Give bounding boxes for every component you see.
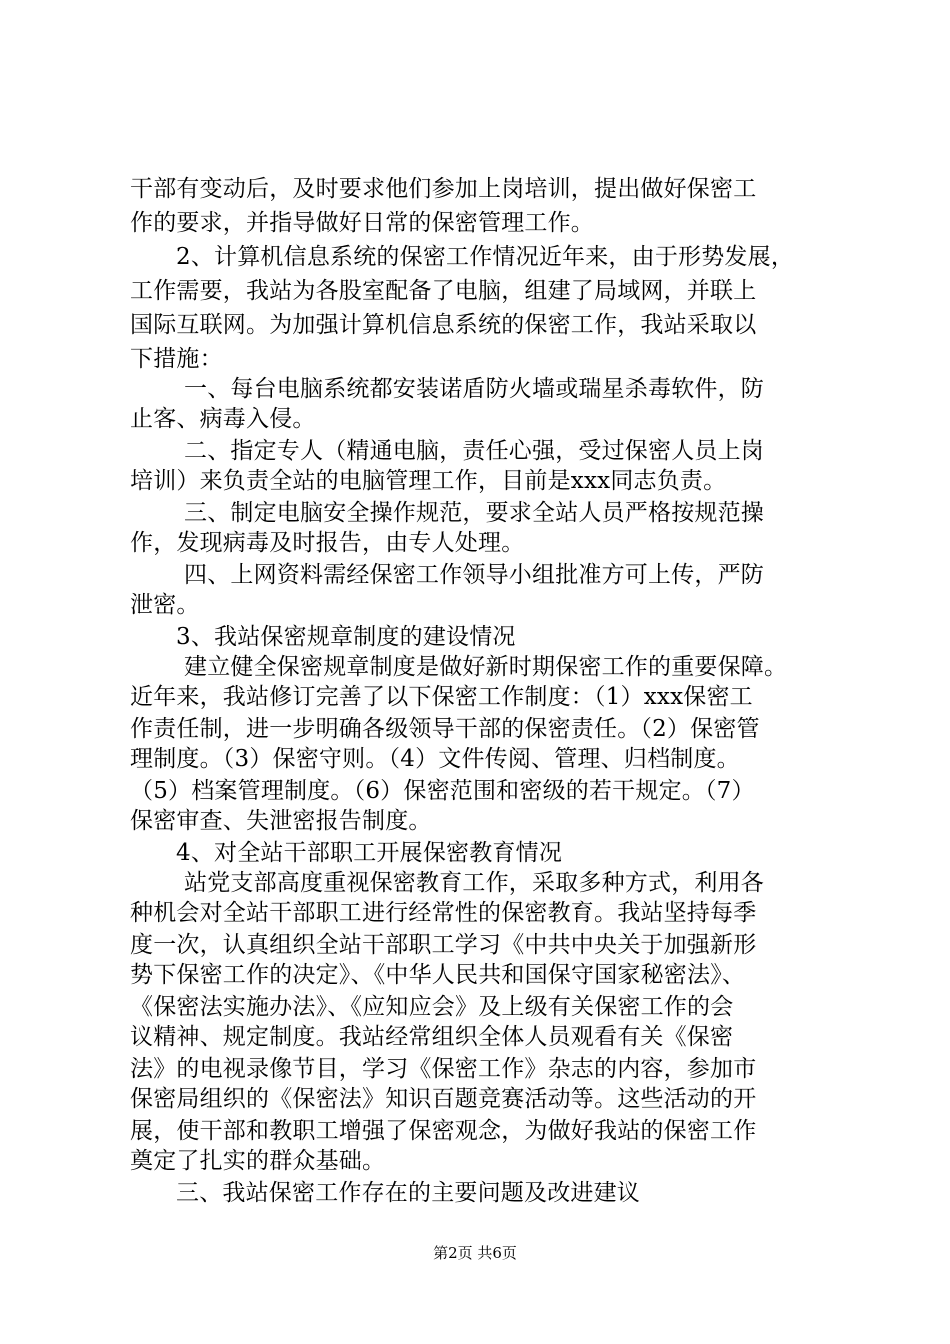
text-line: 泄密。 <box>130 592 200 618</box>
text-line: 近年来，我站修订完善了以下保密工作制度：（1）xxx保密工 <box>130 684 753 710</box>
text-line: 下措施： <box>130 346 223 372</box>
text-line: 《保密法实施办法》、《应知应会》及上级有关保密工作的会 <box>130 994 734 1020</box>
text-line: 保密审查、失泄密报告制度。 <box>130 808 432 834</box>
text-line: 2、计算机信息系统的保密工作情况近年来，由于形势发展， <box>176 244 795 270</box>
text-line: 议精神、规定制度。我站经常组织全体人员观看有关《保密 <box>130 1024 734 1050</box>
text-line: 度一次，认真组织全站干部职工学习《中共中央关于加强新形 <box>130 932 757 958</box>
text-line: 培训）来负责全站的电脑管理工作，目前是xxx同志负责。 <box>130 468 727 494</box>
text-line: 止客、病毒入侵。 <box>130 406 316 432</box>
text-line: 四、上网资料需经保密工作领导小组批准方可上传，严防 <box>184 562 764 588</box>
text-line: （5）档案管理制度。（6）保密范围和密级的若干规定。（7） <box>130 778 755 804</box>
text-line: 奠定了扎实的群众基础。 <box>130 1148 386 1174</box>
text-line: 作的要求，并指导做好日常的保密管理工作。 <box>130 210 594 236</box>
text-line: 作责任制，进一步明确各级领导干部的保密责任。（2）保密管 <box>130 716 760 742</box>
text-line: 二、指定专人（精通电脑，责任心强，受过保密人员上岗 <box>184 438 764 464</box>
text-line: 理制度。（3）保密守则。（4）文件传阅、管理、归档制度。 <box>130 746 740 772</box>
page-number-footer: 第2页 共6页 <box>433 1244 517 1262</box>
section-heading: 三、我站保密工作存在的主要问题及改进建议 <box>176 1180 640 1206</box>
text-line: 国际互联网。为加强计算机信息系统的保密工作，我站采取以 <box>130 312 757 338</box>
text-line: 展，使干部和教职工增强了保密观念，为做好我站的保密工作 <box>130 1118 757 1144</box>
text-line: 法》的电视录像节目，学习《保密工作》杂志的内容，参加市 <box>130 1056 757 1082</box>
text-line: 站党支部高度重视保密教育工作，采取多种方式，利用各 <box>184 870 764 896</box>
text-line: 势下保密工作的决定》、《中华人民共和国保守国家秘密法》、 <box>130 962 746 988</box>
text-line: 保密局组织的《保密法》知识百题竞赛活动等。这些活动的开 <box>130 1086 757 1112</box>
text-line: 一、每台电脑系统都安装诺盾防火墙或瑞星杀毒软件，防 <box>184 376 764 402</box>
section-heading: 4、对全站干部职工开展保密教育情况 <box>176 840 563 866</box>
text-line: 作，发现病毒及时报告，由专人处理。 <box>130 530 525 556</box>
text-line: 三、制定电脑安全操作规范，要求全站人员严格按规范操 <box>184 500 764 526</box>
text-line: 干部有变动后，及时要求他们参加上岗培训，提出做好保密工 <box>130 176 757 202</box>
text-line: 种机会对全站干部职工进行经常性的保密教育。我站坚持每季 <box>130 900 757 926</box>
text-line: 建立健全保密规章制度是做好新时期保密工作的重要保障。 <box>184 654 788 680</box>
text-line: 工作需要，我站为各股室配备了电脑，组建了局域网，并联上 <box>130 278 757 304</box>
section-heading: 3、我站保密规章制度的建设情况 <box>176 624 516 650</box>
